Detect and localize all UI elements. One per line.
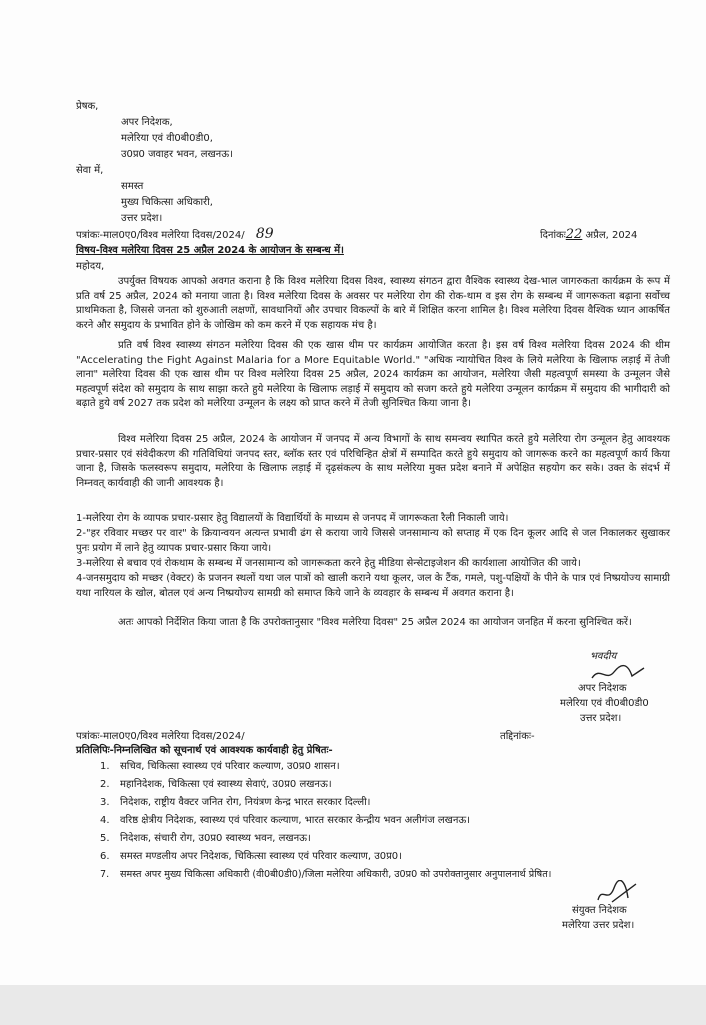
cc-item-number: 7.: [100, 869, 110, 880]
cc-item-text: निदेशक, संचारी रोग, उ0प्र0 स्वास्थ्य भवन, लखनऊ।: [120, 833, 311, 844]
cc-list-item: [100, 778, 332, 791]
scan-bottom-band: [0, 985, 706, 1025]
cc-item-text: महानिदेशक, चिकित्सा एवं स्वास्थ्य सेवाएं, उ0प्र0 लखनऊ।: [120, 779, 332, 790]
date-rest: अप्रैल, 2024: [585, 230, 638, 241]
date-label: दिनांकः: [540, 230, 566, 241]
cc-item-text: समस्त मण्डलीय अपर निदेशक, चिकित्सा स्वास्थ्य एवं परिवार कल्याण, उ0प्र0।: [120, 851, 402, 862]
cc-list-item: [100, 796, 370, 809]
date-day: 22: [565, 227, 583, 242]
body-paragraph: [76, 275, 670, 333]
recipient-label: सेवा में,: [76, 165, 104, 176]
reference-patrank-text: पत्रांकः-माल0ए0/विश्व मलेरिया दिवस/2024/: [76, 230, 245, 241]
signoff-line: मलेरिया एवं वी0बी0डी0: [560, 698, 649, 709]
cc-list-item: [100, 760, 340, 773]
body-paragraph: [76, 433, 670, 491]
cc-item-number: 3.: [100, 797, 110, 808]
cc-item-number: 6.: [100, 851, 110, 862]
cc-item-number: 4.: [100, 815, 110, 826]
salutation: महोदय,: [76, 261, 105, 272]
recipient-line: मुख्य चिकित्सा अधिकारी,: [121, 197, 213, 208]
body-paragraph: [76, 339, 670, 412]
cc-item-number: 5.: [100, 833, 110, 844]
signoff-line: अपर निदेशक: [578, 683, 627, 694]
sender-line: अपर निदेशक,: [121, 117, 173, 128]
body-paragraph-text: प्रति वर्ष विश्व स्वास्थ्य संगठन मलेरिया दिवस की एक खास थीम पर कार्यक्रम आयोजित करता है। इस वर्ष विश्व मलेरिया दिवस 2024 की थीम "Accelerating the Fight Against Malaria for a More Equitable World." "अधिक न्यायोचित विश्व के लिये मलेरिया के खिलाफ लड़ाई में तेजी लाना" मलेरिया दिवस की एक खास थीम पर विश्व मलेरिया दिवस 25 अप्रैल, 2024 कार्यक्रम का आयोजन, मलेरिया जैसी महत्वपूर्ण समस्या के उन्मूलन जैसे महत्वपूर्ण संदेश को समुदाय के साथ साझा करते हुये मलेरिया के खिलाफ लड़ाई में समुदाय को सजग करते हुये मलेरिया उन्मूलन कार्यक्रम में समुदाय की भागीदारी को बढ़ाते हुये वर्ष 2027 तक प्रदेश को मलेरिया उन्मूलन के लक्ष्य को प्राप्त करने में तेजी सुनिश्चित किया जाना है।: [76, 340, 670, 410]
cc-list-item: [100, 832, 311, 845]
cc-list-item: [100, 814, 470, 827]
copy-heading: प्रतिलिपिः-निम्नलिखित को सूचनार्थ एवं आवश्यक कार्यवाही हेतु प्रेषितः-: [76, 745, 333, 756]
signoff2-line: मलेरिया उत्तर प्रदेश।: [562, 920, 635, 931]
action-item: 1-मलेरिया रोग के व्यापक प्रचार-प्रसार हेतु विद्यालयों के विद्यार्थियों के माध्यम से जनपद में जागरूकता रैली निकाली जाये।: [76, 513, 509, 524]
sender-label: प्रेषक,: [76, 101, 99, 112]
reference-number: 89: [255, 226, 274, 242]
reference-patrank: [76, 228, 274, 242]
action-item: 2-"हर रविवार मच्छर पर वार" के क्रियान्वयन अत्यन्त प्रभावी ढंग से कराया जाये जिससे जनसामान्य को सप्ताह में एक दिन कूलर आदि से जल निकालकर सुखाकर पुनः प्रयोग में लाने हेतु व्यापक प्रचार-प्रसार किया जाये।: [76, 528, 670, 554]
signoff-line: उत्तर प्रदेश।: [580, 713, 622, 724]
cc-item-number: 1.: [100, 761, 110, 772]
sender-line: उ0प्र0 जवाहर भवन, लखनऊ।: [121, 149, 233, 160]
action-item: 3-मलेरिया से बचाव एवं रोकथाम के सम्बन्ध में जनसामान्य को जागरूकता करने हेतु मीडिया सेन्सेटाइजेशन की कार्यशाला आयोजित की जाये।: [76, 558, 581, 569]
recipient-line: उत्तर प्रदेश।: [121, 213, 163, 224]
cc-list-item: [100, 868, 551, 881]
action-item: 4-जनसमुदाय को मच्छर (वेक्टर) के प्रजनन स्थलों यथा जल पात्रों को खाली कराने यथा कूलर, जल के टैंक, गमले, पशु-पक्षियों के पीने के पात्र एवं निष्प्रयोज्य सामाग्री यथा नारियल के खोल, बोतल एवं अन्य निष्प्रयोज्य सामग्री को समाप्त किये जाने के व्यवहार के सम्बन्ध में अवगत कराना है।: [76, 573, 670, 599]
closing-paragraph: [76, 616, 670, 631]
subject-line: विषय-विश्व मलेरिया दिवस 25 अप्रैल 2024 के आयोजन के सम्बन्ध में।: [76, 245, 344, 256]
signature-mark: [592, 880, 642, 906]
body-paragraph-text: उपर्युक्त विषयक आपको अवगत कराना है कि विश्व मलेरिया दिवस विश्व, स्वास्थ्य संगठन द्वारा वैश्विक स्वास्थ्य देख-भाल जागरुकता कार्यक्रम के रूप में प्रति वर्ष 25 अप्रैल, 2024 को मनाया जाता है। विश्व मलेरिया दिवस के अवसर पर मलेरिया रोग की रोक-थाम व इस रोग के सम्बन्ध में जागरूकता बढ़ाना सर्वोच्च प्राथमिकता है, जिससे जनता को शुरुआती लक्षणों, सावधानियों और उपचार विकल्पों के बारे में शिक्षित करना शामिल है। विश्व मलेरिया दिवस वैश्विक ध्यान आकर्षित करने और समुदाय के प्रभावित होने के जोखिम को कम करने में एक सहायक मंच है।: [76, 276, 670, 331]
reference-date: [540, 228, 637, 242]
recipient-line: समस्त: [121, 181, 144, 192]
cc-item-text: वरिष्ठ क्षेत्रीय निदेशक, स्वास्थ्य एवं परिवार कल्याण, भारत सरकार केन्द्रीय भवन अलीगंज लखनऊ।: [120, 815, 471, 826]
copy-date-label: तद्दिनांकः-: [500, 731, 535, 742]
cc-item-text: निदेशक, राष्ट्रीय वैक्टर जनित रोग, नियंत्रण केन्द्र भारत सरकार दिल्ली।: [120, 797, 371, 808]
cc-list-item: [100, 850, 402, 863]
signature-mark: [588, 662, 648, 684]
regards: भवदीय: [590, 651, 617, 662]
cc-item-number: 2.: [100, 779, 110, 790]
cc-item-text: सचिव, चिकित्सा स्वास्थ्य एवं परिवार कल्याण, उ0प्र0 शासन।: [120, 761, 340, 772]
signoff2-line: संयुक्त निदेशक: [572, 905, 627, 916]
closing-paragraph-text: अतः आपको निर्देशित किया जाता है कि उपरोक्तानुसार "विश्व मलेरिया दिवस" 25 अप्रैल 2024 का आयोजन जनहित में करना सुनिश्चित करें।: [118, 617, 632, 628]
sender-line: मलेरिया एवं वी0बी0डी0,: [121, 133, 213, 144]
copy-patrank: पत्रांकः-माल0ए0/विश्व मलेरिया दिवस/2024/: [76, 731, 245, 742]
cc-item-text: समस्त अपर मुख्य चिकित्सा अधिकारी (वी0बी0डी0)/जिला मलेरिया अधिकारी, उ0प्र0 को उपरोक्तानुसार अनुपालनार्थ प्रेषित।: [120, 869, 552, 880]
body-paragraph-text: विश्व मलेरिया दिवस 25 अप्रैल, 2024 के आयोजन में जनपद में अन्य विभागों के साथ समन्वय स्थापित करते हुये मलेरिया रोग उन्मूलन हेतु आवश्यक प्रचार-प्रसार एवं संवेदीकरण की गतिविधियां जनपद स्तर, ब्लॉक स्तर एवं परिचिन्हित क्षेत्रों में सम्पादित करते हुये समुदाय को जागरूक करने का महत्वपूर्ण कार्य किया जाना है, जिसके फलस्वरूप समुदाय, मलेरिया के खिलाफ लड़ाई में दृढ़संकल्प के साथ मलेरिया मुक्त प्रदेश बनाने में अपेक्षित सहयोग कर सके। उक्त के संदर्भ में निम्नवत् कार्यवाही की जानी आवश्यक है।: [76, 434, 670, 489]
